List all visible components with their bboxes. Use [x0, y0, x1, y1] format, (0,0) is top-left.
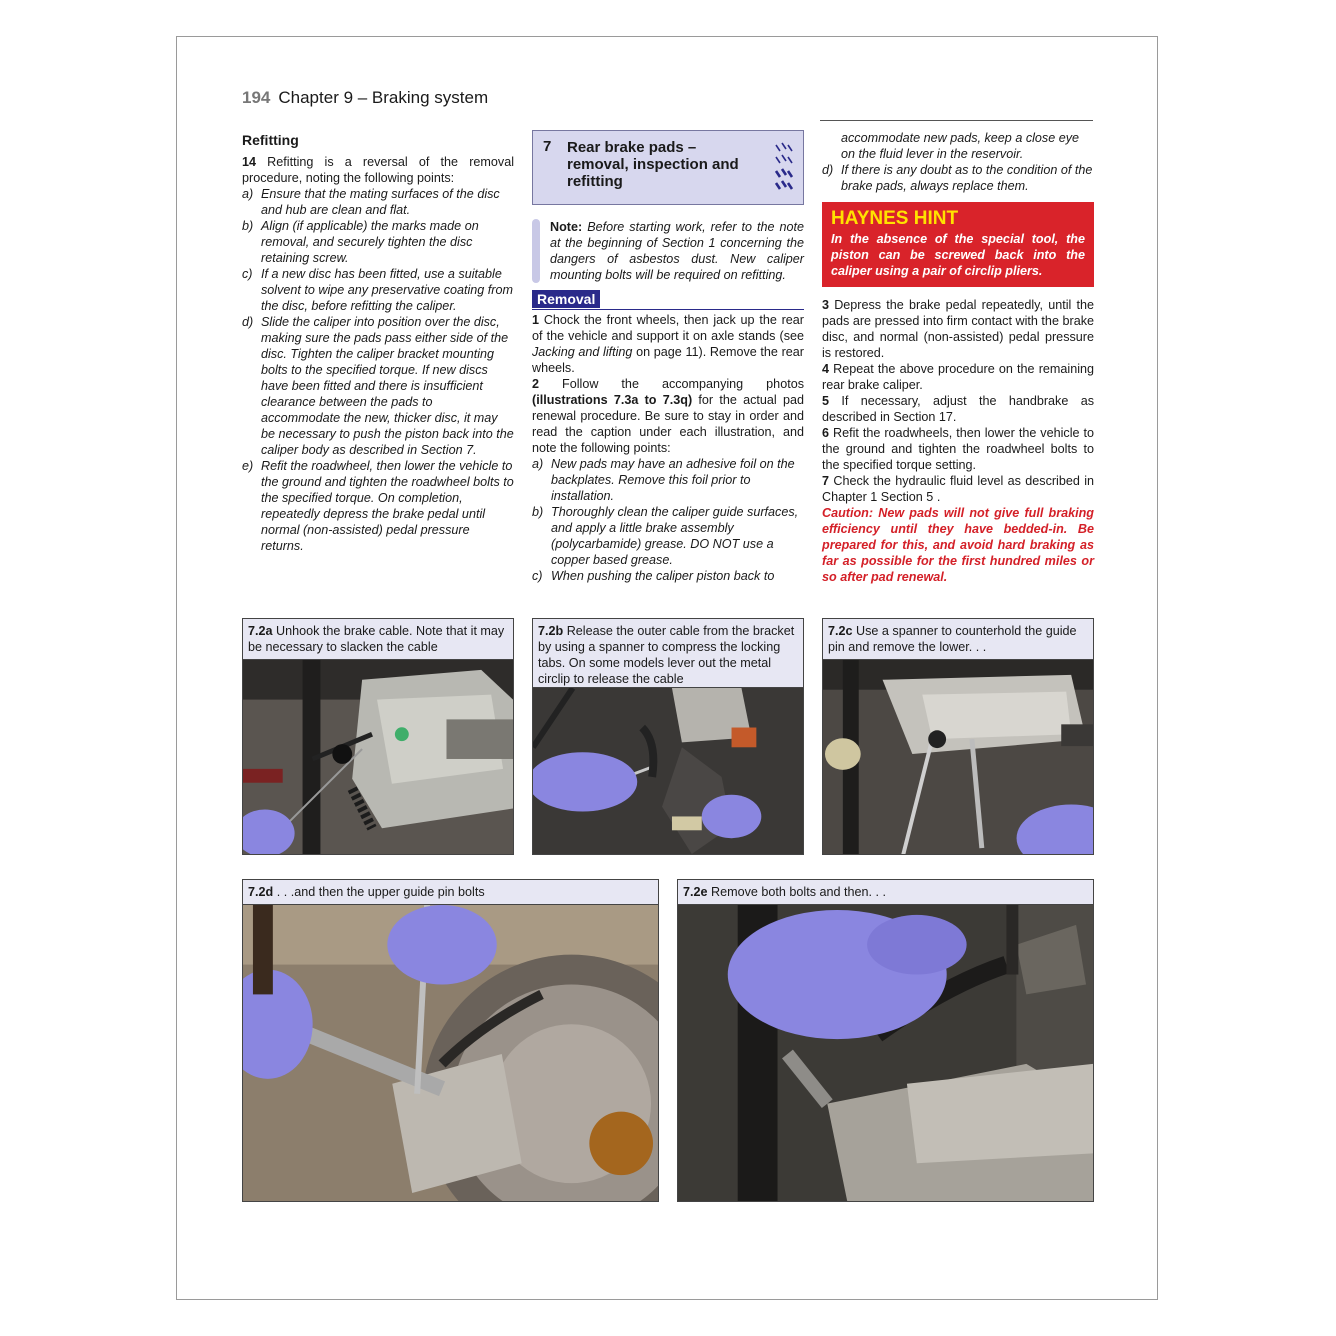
item-letter: c): [242, 267, 253, 281]
photo-upper-guide-pin: [243, 905, 658, 1201]
item-letter: a): [242, 187, 254, 201]
paragraph-number: 5: [822, 394, 830, 408]
figure-caption: [823, 619, 1093, 660]
figure-7-2a: [242, 618, 514, 855]
list-item: [242, 186, 514, 218]
item-letter: d): [822, 163, 834, 177]
removal-list: [532, 456, 804, 584]
figure-id: 7.2a: [248, 624, 273, 638]
item-text: Align (if applicable) the marks made on removal, and securely tighten the disc retaining screw.: [261, 219, 479, 265]
section-number: 7: [543, 138, 552, 155]
paragraph-number: 6: [822, 426, 830, 440]
asbestos-note: [532, 219, 804, 283]
figure-id: 7.2b: [538, 624, 564, 638]
paragraph-6: [822, 425, 1094, 473]
paragraph-3: [822, 297, 1094, 361]
caption-text: Release the outer cable from the bracket by using a spanner to compress the locking tabs. On some models lever out the metal circlip to release the cable: [538, 624, 795, 686]
paragraph-text: Refitting is a reversal of the removal procedure, noting the following points:: [242, 155, 514, 185]
paragraph-number: 14: [242, 155, 257, 169]
paragraph-number: 2: [532, 377, 540, 391]
list-item: [822, 162, 1094, 194]
item-text: If a new disc has been fitted, use a suitable solvent to wipe any preservative coating from the disc, before refitting the caliper.: [261, 267, 513, 313]
paragraph-2: [532, 376, 804, 456]
item-letter: e): [242, 459, 254, 473]
illustration-reference: (illustrations 7.3a to 7.3q): [532, 393, 693, 407]
list-item: [532, 456, 804, 504]
figure-caption: [533, 619, 803, 688]
item-text: Slide the caliper into position over the disc, making sure the pads pass either side of the disc. Tighten the caliper bracket mounting bolts to the specified torque. If new discs have been fitted and there is insufficient clearance between the pads to accommodate the new, thicker disc, it may be necessary to push the piston back into the caliper body as described in Section 7.: [261, 315, 514, 457]
paragraph-text: Refit the roadwheels, then lower the vehicle to the ground and tighten the roadwheel bolts to the specified torque setting.: [822, 426, 1094, 472]
refitting-heading: Refitting: [242, 132, 299, 148]
hint-text: In the absence of the special tool, the piston can be screwed back into the caliper using a pair of circlip pliers.: [831, 232, 1085, 278]
list-item: [242, 314, 514, 458]
item-text: When pushing the caliper piston back to: [551, 569, 775, 583]
list-item: [532, 504, 804, 568]
note-label: Note:: [550, 220, 583, 234]
list-item: [242, 266, 514, 314]
item-text: Ensure that the mating surfaces of the disc and hub are clean and flat.: [261, 187, 500, 217]
paragraph-text: Chock the front wheels, then jack up the rear of the vehicle and support it on axle stands (see: [532, 313, 805, 343]
item-letter: b): [242, 219, 254, 233]
wrench-difficulty-icon: [773, 139, 795, 197]
paragraph-text: Depress the brake pedal repeatedly, until the pads are pressed into firm contact with the brake disc, and normal (non-assisted) pedal pressure is restored.: [822, 298, 1094, 360]
removal-heading: Removal: [532, 290, 600, 308]
paragraph-number: 3: [822, 298, 830, 312]
caption-text: Use a spanner to counterhold the guide pin and remove the lower. . .: [828, 624, 1077, 654]
page-header: [242, 88, 488, 108]
item-text: Thoroughly clean the caliper guide surfaces, and apply a little brake assembly (polycarbamide) grease. DO NOT use a copper based grease.: [551, 505, 799, 567]
section-title-box: [532, 130, 804, 205]
paragraph-5: [822, 393, 1094, 425]
figure-7-2e: [677, 879, 1094, 1202]
item-c-continued: accommodate new pads, keep a close eye on the fluid lever in the reservoir.: [841, 131, 1080, 161]
header-rule: [820, 120, 1093, 121]
paragraph-text: If necessary, adjust the handbrake as described in Section 17.: [822, 394, 1095, 424]
paragraph-4: [822, 361, 1094, 393]
item-letter: d): [242, 315, 254, 329]
paragraph-text: Repeat the above procedure on the remaining rear brake caliper.: [822, 362, 1095, 392]
paragraph-7: [822, 473, 1094, 505]
paragraph-14: [242, 154, 514, 186]
paragraph-text: on page 11). Remove the rear wheels.: [532, 345, 804, 375]
figure-caption: [243, 880, 658, 905]
chapter-title: Chapter 9 – Braking system: [278, 88, 489, 107]
figure-caption: [678, 880, 1093, 905]
hint-title: HAYNES HINT: [831, 208, 959, 229]
item-text: Refit the roadwheel, then lower the vehicle to the ground and tighten the roadwheel bolts to the specified torque. On completion, repeatedly depress the brake pedal until normal (non-assisted) pedal pressure returns.: [261, 459, 514, 553]
refitting-list: [242, 186, 514, 554]
caption-text: . . .and then the upper guide pin bolts: [276, 885, 485, 899]
paragraph-number: 7: [822, 474, 830, 488]
note-content: [550, 219, 804, 283]
list-item: [532, 568, 804, 584]
item-text: If there is any doubt as to the condition of the brake pads, always replace them.: [841, 163, 1093, 193]
cross-reference: Jacking and lifting: [532, 345, 633, 359]
item-letter: b): [532, 505, 544, 519]
paragraph-1: [532, 312, 804, 376]
list-item: [242, 218, 514, 266]
page-number: 194: [242, 88, 271, 107]
photo-cable-bracket: [533, 688, 803, 854]
item-text: New pads may have an adhesive foil on the backplates. Remove this foil prior to installation.: [551, 457, 795, 503]
figure-id: 7.2e: [683, 885, 708, 899]
list-item: [242, 458, 514, 554]
figure-id: 7.2d: [248, 885, 274, 899]
figure-7-2d: [242, 879, 659, 1202]
note-text: Before starting work, refer to the note at the beginning of Section 1 concerning the dangers of asbestos dust. New caliper mounting bolts will be required on refitting.: [550, 220, 805, 282]
column-rear-brake-pads: [532, 130, 804, 584]
paragraph-number: 1: [532, 313, 540, 327]
paragraph-text: Check the hydraulic fluid level as described in Chapter 1 Section 5 .: [822, 474, 1095, 504]
column-continued: [822, 130, 1094, 585]
note-bar: [532, 219, 540, 283]
figure-id: 7.2c: [828, 624, 853, 638]
caption-text: Unhook the brake cable. Note that it may be necessary to slacken the cable: [248, 624, 505, 654]
item-letter: a): [532, 457, 544, 471]
removal-heading-bar: [532, 291, 804, 310]
caption-text: Remove both bolts and then. . .: [711, 885, 887, 899]
photo-lower-guide-pin: [823, 660, 1093, 854]
haynes-hint-box: [822, 202, 1094, 287]
photo-remove-bolts: [678, 905, 1093, 1201]
column-refitting: [242, 130, 514, 554]
figure-7-2b: [532, 618, 804, 855]
paragraph-number: 4: [822, 362, 830, 376]
item-letter: c): [532, 569, 543, 583]
photo-brake-cable: [243, 660, 513, 854]
caution-text: Caution: New pads will not give full braking efficiency until they have bedded-in. Be prepared for this, and avoid hard braking as far as possible for the first hundred miles or so after pad renewal.: [822, 506, 1094, 584]
section-title: Rear brake pads – removal, inspection and refitting: [567, 139, 739, 190]
paragraph-text: Follow the accompanying photos: [562, 377, 804, 391]
figure-7-2c: [822, 618, 1094, 855]
paragraph-text: for the actual pad renewal procedure. Be sure to stay in order and read the caption under each illustration, and note the following points:: [532, 393, 804, 455]
figure-caption: [243, 619, 513, 660]
